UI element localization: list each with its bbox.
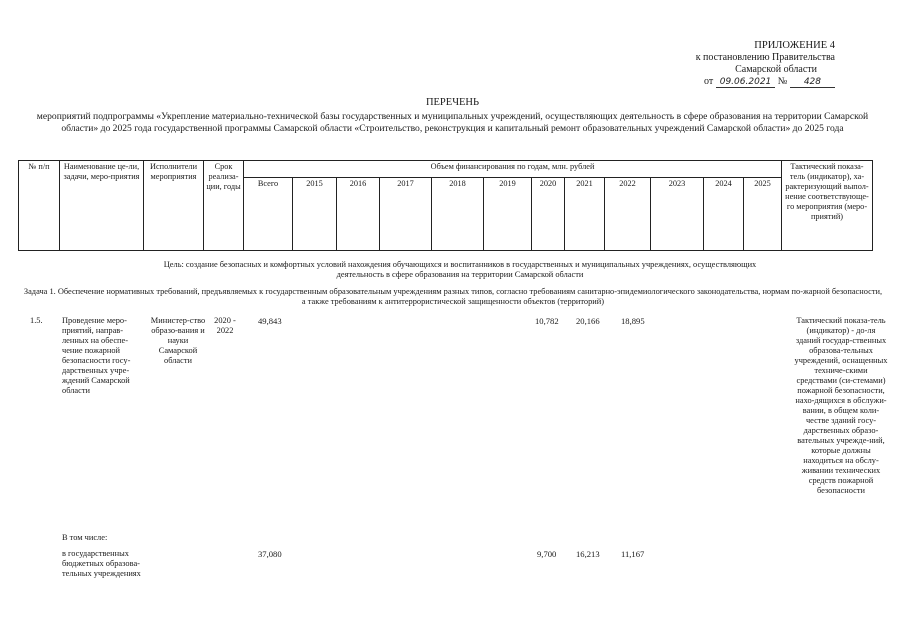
appendix-line-2: Самарской области [735,64,817,75]
row-value-2021: 20,166 [576,316,600,326]
budget-row-value-2020: 9,700 [537,549,557,559]
header-year: 2024 [704,178,744,251]
appendix-date-line [704,76,835,88]
budget-row-value-2021: 16,213 [576,549,600,559]
row-executor: Министер-ство образо-вания и науки Самарской области [150,316,206,365]
header-year: 2018 [432,178,484,251]
document-title: ПЕРЕЧЕНЬ [425,97,480,108]
header-term: Срок реализа-ции, годы [204,161,244,251]
task-text: Задача 1. Обеспечение нормативных требований, предъявляемых к государственным образовательным учреждениям разных типов, согласно требованиям санитарно-эпидемиологического законодательства, нормам по-жарной безопасности, а также требованиям к антитеррористической защищенности объектов (территорий) [23,287,883,306]
header-financing: Объем финансирования по годам, млн. рублей [244,161,782,178]
header-year: 2015 [293,178,337,251]
header-name: Наименование це-ли, задачи, меро-приятия [60,161,144,251]
header-year: 2021 [565,178,605,251]
number-prefix: № [777,76,788,87]
appendix-block [696,40,835,88]
budget-row-value-2022: 11,167 [621,549,645,559]
header-year: 2020 [532,178,565,251]
header-total: Всего [244,178,293,251]
header-year: 2022 [605,178,651,251]
handwritten-date: 09.06.2021 [716,77,776,88]
row-activity-name: Проведение меро-приятий, направ-ленных на обеспе-чение пожарной безопасности госу-дарственных учре-ждений Самарской области [62,316,131,395]
header-year: 2019 [484,178,532,251]
document-subtitle: мероприятий подпрограммы «Укрепление материально-технической базы государственных и муниципальных учреждений, осуществляющих деятельность в сфере образования на территории Самарской области» до 2025 года государственной программы Самарской области «Строительство, реконструкция и капитальный ремонт образовательных учреждений Самарской области» до 2025 года [36,111,869,134]
row-number: 1.5. [30,316,43,325]
header-indicator: Тактический показа-тель (индикатор), ха-рактеризующий выпол-нение соответствующе-го мероприятия (меро-приятий) [782,161,873,251]
including-label: В том числе: [62,533,108,542]
budget-row-total: 37,080 [258,549,282,559]
appendix-line-1: к постановлению Правительства [695,52,835,63]
goal-text: Цель: создание безопасных и комфортных условий нахождения обучающихся и воспитанников в государственных и муниципальных учреждениях, осуществляющих деятельность в сфере образования на территории Самарской области [163,260,757,279]
header-executors: Исполнители мероприятия [144,161,204,251]
header-year: 2025 [744,178,782,251]
financing-table-header [18,160,873,251]
date-prefix: от [703,76,714,87]
row-value-2020: 10,782 [535,316,559,326]
header-year: 2016 [337,178,380,251]
header-number: № п/п [19,161,60,251]
appendix-title: ПРИЛОЖЕНИЕ 4 [754,40,835,51]
row-term: 2020 - 2022 [214,316,236,335]
handwritten-number: 428 [790,77,835,88]
budget-row-name: в государственных бюджетных образова-тельных учреждениях [62,549,141,578]
row-value-2022: 18,895 [621,316,645,326]
row-indicator: Тактический показа-тель (индикатор) - до-ля зданий государ-ственных образова-тельных учреждений, оснащенных техниче-скими средствами (си-стемами) пожарной безопасности, нахо-дящихся в обслужи-вании, в общем коли-честве зданий госу-дарственных образо-вательных учрежде-ний, которые должны находиться на обслу-живании технических средств пожарной безопасности [794,316,888,495]
header-year: 2023 [651,178,704,251]
header-year: 2017 [380,178,432,251]
row-total: 49,843 [258,316,282,326]
